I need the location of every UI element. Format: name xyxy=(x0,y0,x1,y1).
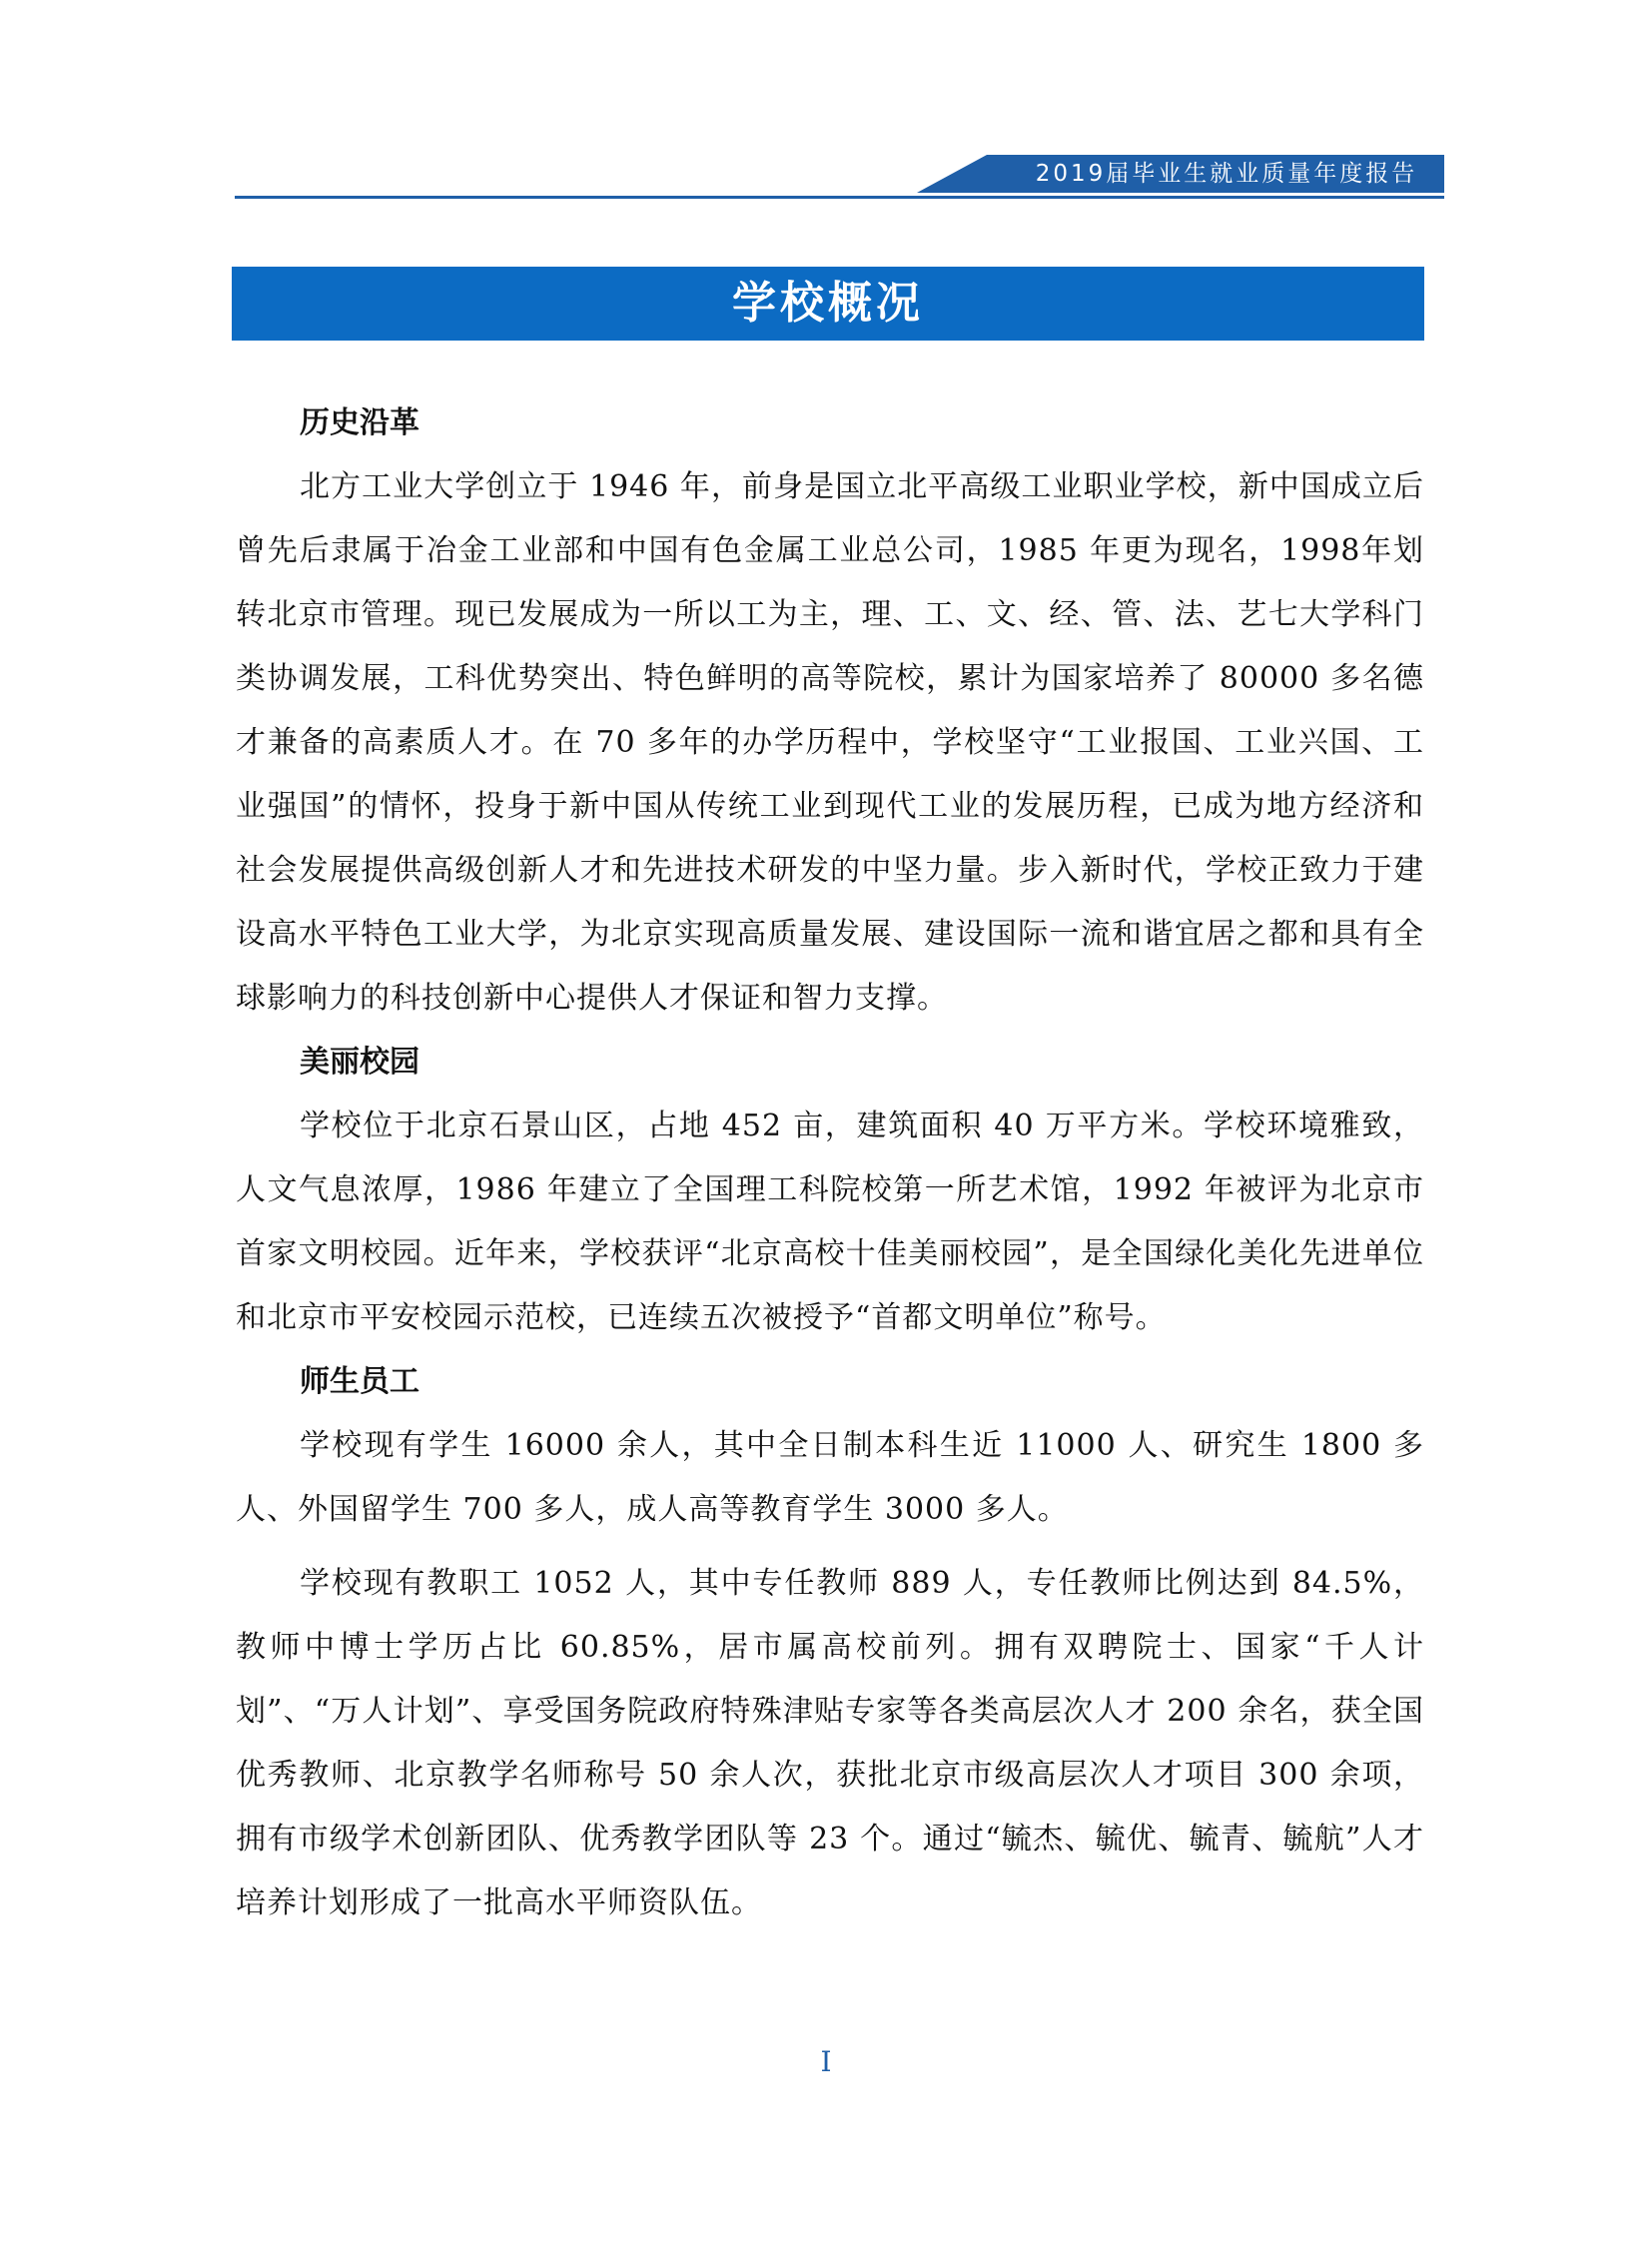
main-content xyxy=(236,391,1424,1935)
heading-people: 师生员工 xyxy=(300,1364,419,1399)
paragraph-campus: 学校位于北京石景山区，占地 452 亩，建筑面积 40 万平方米。学校环境雅致，人文气息浓厚，1986 年建立了全国理工科院校第一所艺术馆，1992 年被评为北京市首家文明校园。近年来，学校获评“北京高校十佳美丽校园”，是全国绿化美化先进单位和北京市平安校园示范校，已连续五次被授予“首都文明单位”称号。 xyxy=(236,1109,1424,1335)
report-title: 2019届毕业生就业质量年度报告 xyxy=(1035,161,1418,187)
header-divider xyxy=(235,196,1444,199)
paragraph-staff: 学校现有教职工 1052 人，其中专任教师 889 人，专任教师比例达到 84.5%，教师中博士学历占比 60.85%，居市属高校前列。拥有双聘院士、国家“千人计划”、“万人计划”、享受国务院政府特殊津贴专家等各类高层次人才 200 余名，获全国优秀教师、北京教学名师称号 50 余人次，获批北京市级高层次人才项目 300 余项，拥有市级学术创新团队、优秀教学团队等 23 个。通过“毓杰、毓优、毓青、毓航”人才培养计划形成了一批高水平师资队伍。 xyxy=(236,1566,1424,1920)
heading-history: 历史沿革 xyxy=(300,405,419,440)
paragraph-students: 学校现有学生 16000 余人，其中全日制本科生近 11000 人、研究生 1800 多人、外国留学生 700 多人，成人高等教育学生 3000 多人。 xyxy=(236,1428,1424,1527)
heading-campus: 美丽校园 xyxy=(300,1045,419,1080)
paragraph-history: 北方工业大学创立于 1946 年，前身是国立北平高级工业职业学校，新中国成立后曾先后隶属于冶金工业部和中国有色金属工业总公司，1985 年更为现名，1998年划转北京市管理。现已发展成为一所以工为主，理、工、文、经、管、法、艺七大学科门类协调发展，工科优势突出、特色鲜明的高等院校，累计为国家培养了 80000 多名德才兼备的高素质人才。在 70 多年的办学历程中，学校坚守“工业报国、工业兴国、工业强国”的情怀，投身于新中国从传统工业到现代工业的发展历程，已成为地方经济和社会发展提供高级创新人才和先进技术研发的中坚力量。步入新时代，学校正致力于建设高水平特色工业大学，为北京实现高质量发展、建设国际一流和谐宜居之都和具有全球影响力的科技创新中心提供人才保证和智力支撑。 xyxy=(236,469,1424,1016)
section-banner: 学校概况 xyxy=(232,267,1424,341)
page-number: I xyxy=(820,2045,832,2078)
report-header-tab xyxy=(917,155,1444,193)
